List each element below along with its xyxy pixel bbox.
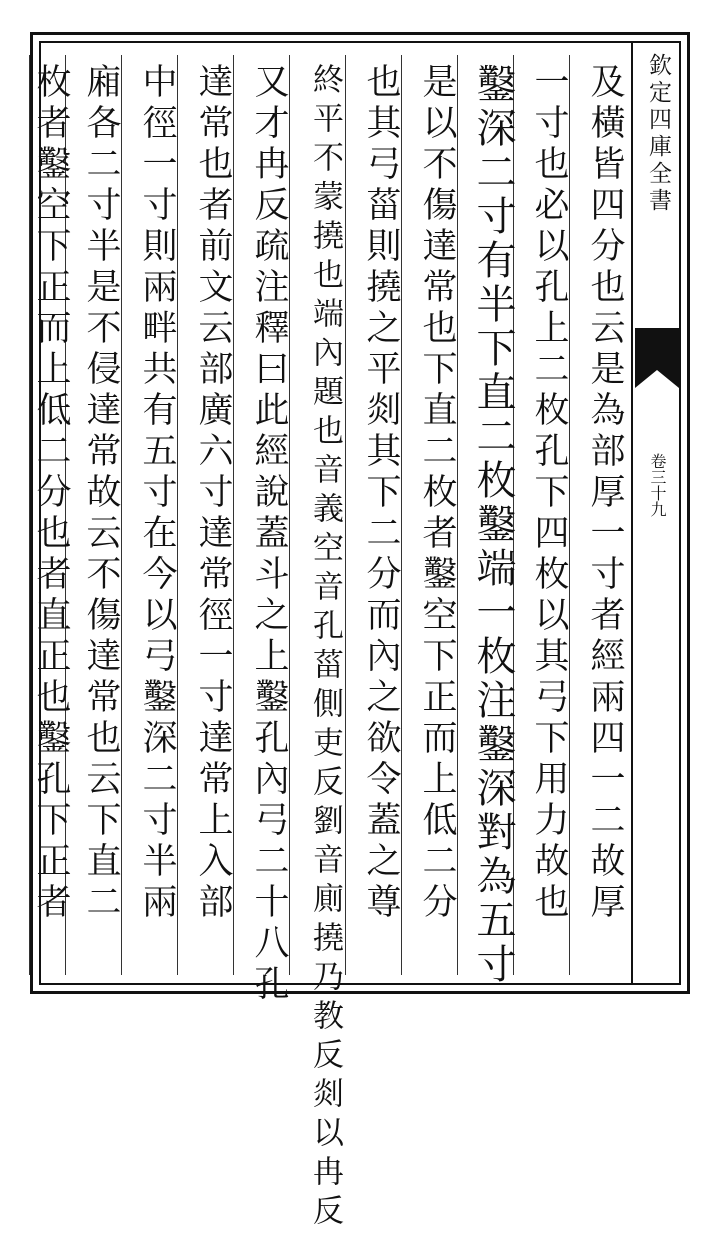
text-column bbox=[401, 55, 465, 975]
fishtail-mark bbox=[635, 328, 679, 388]
text-column bbox=[513, 55, 577, 975]
column-text: 一寸也必以孔上二枚孔下四枚以其弓下用力故也 bbox=[529, 63, 569, 924]
column-text: 鑿深二寸有半下直二枚鑿端一枚注鑿深對為五寸 bbox=[470, 63, 516, 987]
column-text: 是以不傷達常也下直二枚者鑿空下正而上低二分 bbox=[417, 63, 457, 924]
column-text: 枚者鑿空下正而上低二分也者直正也鑿孔下正者 bbox=[31, 63, 71, 924]
text-column bbox=[289, 55, 353, 1233]
book-page bbox=[30, 32, 690, 1233]
page-margin-strip bbox=[631, 43, 679, 983]
column-text: 及橫皆四分也云是為部厚一寸者經兩四一二故厚 bbox=[585, 63, 625, 924]
text-column bbox=[29, 55, 79, 975]
text-column bbox=[457, 55, 521, 987]
column-text: 中徑一寸則兩畔共有五寸在今以弓鑿深二寸半兩 bbox=[137, 63, 177, 924]
text-column bbox=[121, 55, 185, 975]
column-text: 終平不蒙撓也端內題也音義空音孔菑側吏反劉音廁撓乃教反剡以冉反 bbox=[307, 63, 343, 1233]
column-text: 也其弓菑則撓之平剡其下二分而內之欲令蓋之尊 bbox=[361, 63, 401, 924]
text-column bbox=[177, 55, 241, 975]
column-text: 廂各二寸半是不侵達常故云不傷達常也云下直二 bbox=[81, 63, 121, 924]
volume-number: 卷三十九 bbox=[648, 453, 667, 517]
column-text: 達常也者前文云部廣六寸達常徑一寸達常上入部 bbox=[193, 63, 233, 924]
collection-title: 欽定四庫全書 bbox=[645, 53, 671, 215]
page-frame bbox=[31, 41, 681, 1233]
text-column bbox=[233, 55, 297, 1006]
text-column bbox=[345, 55, 409, 975]
column-text: 又才冉反疏注釋曰此經說蓋斗之上鑿孔內弓二十八孔 bbox=[249, 63, 289, 1006]
text-column bbox=[569, 55, 633, 975]
